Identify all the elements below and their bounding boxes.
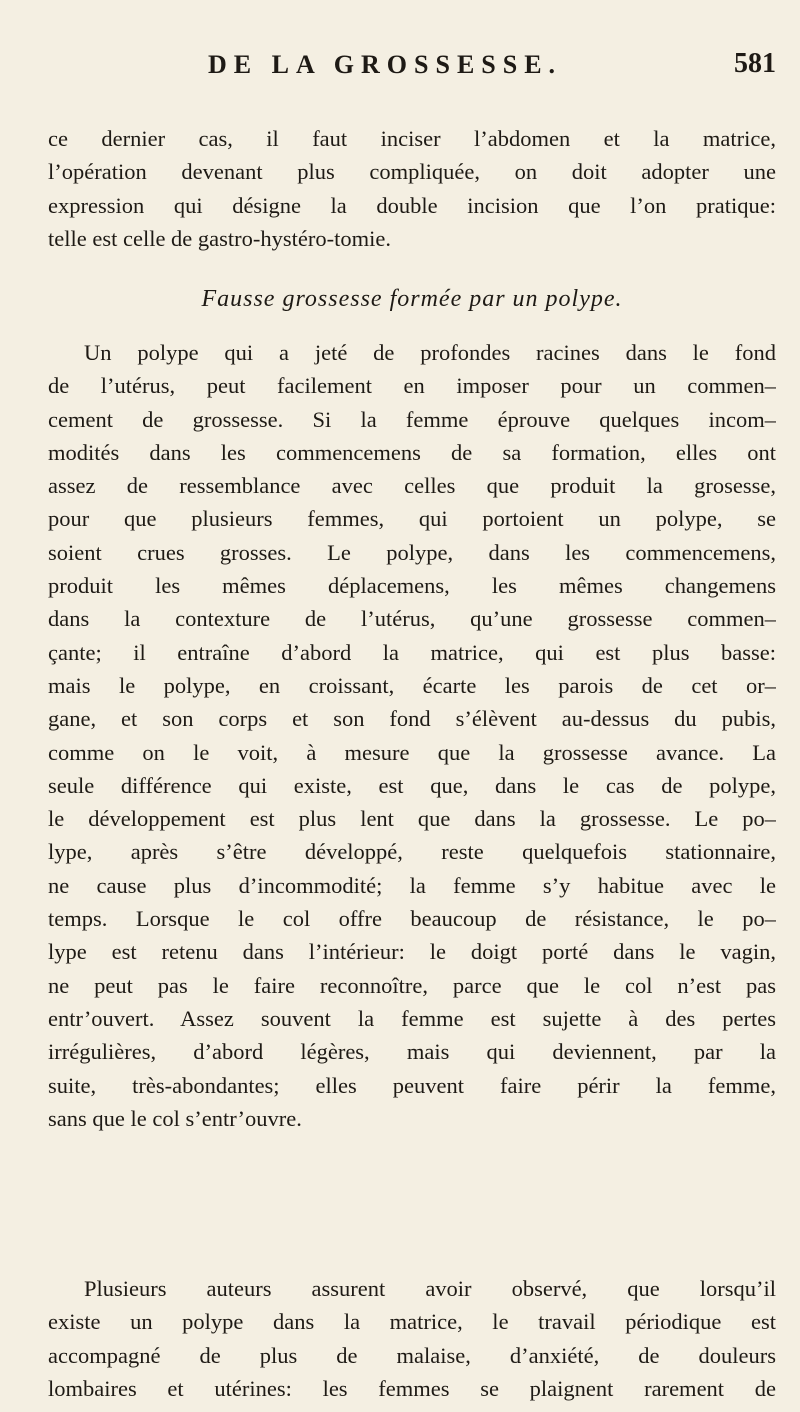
text-line: entr’ouvert. Assez souvent la femme est sujette à des pertes (48, 1005, 776, 1031)
text-line: ce dernier cas, il faut inciser l’abdomen et la matrice, (48, 126, 776, 151)
text-line: Plusieurs auteurs assurent avoir observé, que lorsqu’il (84, 1276, 776, 1301)
paragraph-3 (48, 1272, 776, 1405)
text-line: produit les mêmes déplacemens, les mêmes changemens (48, 573, 776, 599)
paragraph-1 (48, 122, 776, 255)
text-line: sans que le col s’entr’ouvre. (48, 1105, 302, 1131)
text-line: modités dans les commencemens de sa formation, elles ont (48, 439, 776, 465)
text-line: irrégulières, d’abord légères, mais qui deviennent, par la (48, 1039, 776, 1065)
text-line: lype est retenu dans l’intérieur: le doigt porté dans le vagin, (48, 939, 776, 965)
text-line: suite, très-abondantes; elles peuvent faire périr la femme, (48, 1072, 776, 1098)
text-line: Un polype qui a jeté de profondes racines dans le fond (84, 340, 776, 365)
text-line: ne cause plus d’incommodité; la femme s’y habitue avec le (48, 872, 776, 898)
running-head: DE LA GROSSESSE. (208, 50, 563, 79)
text-line: temps. Lorsque le col offre beaucoup de résistance, le po– (48, 906, 776, 932)
text-line: l’opération devenant plus compliquée, on doit adopter une (48, 159, 776, 185)
text-line: cement de grossesse. Si la femme éprouve quelques incom– (48, 406, 776, 432)
text-line: assez de ressemblance avec celles que produit la grosesse, (48, 473, 776, 499)
text-line: mais le polype, en croissant, écarte les parois de cet or– (48, 672, 776, 698)
text-line: ne peut pas le faire reconnoître, parce que le col n’est pas (48, 972, 776, 998)
text-line: pour que plusieurs femmes, qui portoient un polype, se (48, 506, 776, 532)
text-line: existe un polype dans la matrice, le travail périodique est (48, 1309, 776, 1335)
section-heading: Fausse grossesse formée par un polype. (201, 286, 623, 312)
text-line: çante; il entraîne d’abord la matrice, qui est plus basse: (48, 639, 776, 665)
text-line: soient crues grosses. Le polype, dans les commencemens, (48, 539, 776, 565)
text-line: lype, après s’être développé, reste quelquefois stationnaire, (48, 839, 776, 865)
text-line: gane, et son corps et son fond s’élèvent au-dessus du pubis, (48, 706, 776, 732)
text-line: accompagné de plus de malaise, d’anxiété, de douleurs (48, 1342, 776, 1368)
text-line: comme on le voit, à mesure que la grossesse avance. La (48, 739, 776, 765)
text-line: expression qui désigne la double incision que l’on pratique: (48, 192, 776, 218)
paragraph-2 (48, 336, 776, 1135)
page-number: 581 (734, 48, 776, 79)
text-line: lombaires et utérines: les femmes se plaignent rarement de (48, 1375, 776, 1401)
text-line: de l’utérus, peut facilement en imposer pour un commen– (48, 373, 776, 399)
text-line: seule différence qui existe, est que, dans le cas de polype, (48, 772, 776, 798)
text-line: telle est celle de gastro-hystéro-tomie. (48, 225, 391, 251)
text-line: le développement est plus lent que dans la grossesse. Le po– (48, 806, 776, 832)
text-line: dans la contexture de l’utérus, qu’une grossesse commen– (48, 606, 776, 632)
